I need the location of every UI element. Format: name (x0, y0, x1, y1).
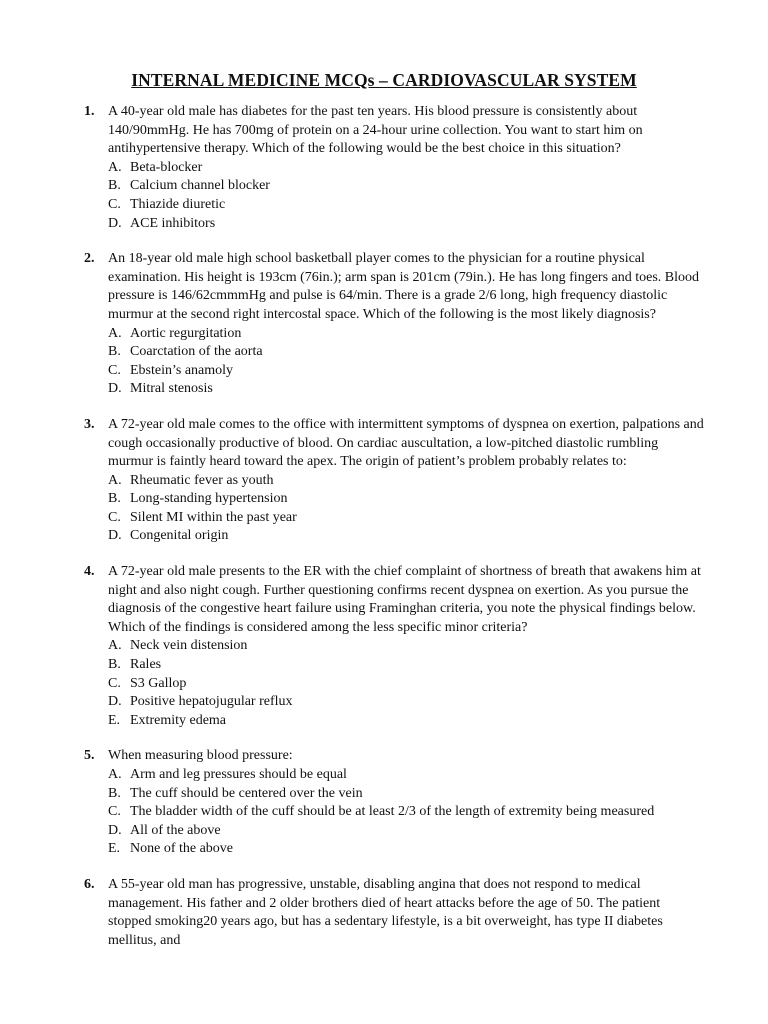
option-text: The bladder width of the cuff should be at least 2/3 of the length of extremity being measured (130, 804, 655, 820)
question-6 (84, 876, 704, 950)
question-stem: A 55-year old man has progressive, unstable, disabling angina that does not respond to medical management. His father and 2 older brothers died of heart attacks before the age of 50. The patient stopped smoking20 years ago, but has a sedentary lifestyle, is a bit overweight, has type II diabetes mellitus, and (108, 876, 663, 948)
option-letter: D. (108, 694, 122, 710)
option-text: Thiazide diuretic (130, 196, 226, 212)
question-stem: A 72-year old male presents to the ER with the chief complaint of shortness of breath that awakens him at night and also night cough. Further questioning confirms recent dyspnea on exertion. As you pursue the diagnosis of the congestive heart failure using Framinghan criteria, you note the physical findings below. Which of the findings is considered among the less specific minor criteria? (108, 564, 701, 635)
option-text: All of the above (130, 822, 221, 838)
option-d (108, 380, 704, 399)
question-1 (84, 103, 704, 233)
question-2 (84, 250, 704, 399)
option-b (108, 343, 704, 362)
option-letter: D. (108, 381, 122, 397)
option-text: Beta-blocker (130, 159, 203, 175)
question-number: 4. (84, 564, 95, 580)
option-text: Positive hepatojugular reflux (130, 694, 293, 710)
option-a (108, 637, 704, 656)
option-letter: A. (108, 638, 122, 654)
option-letter: B. (108, 491, 121, 507)
question-stem: A 40-year old male has diabetes for the past ten years. His blood pressure is consistently about 140/90mmHg. He has 700mg of protein on a 24-hour urine collection. You want to start him on antihypertensive therapy. Which of the following would be the best choice in this situation? (108, 104, 643, 157)
question-5 (84, 747, 704, 859)
option-a (108, 472, 704, 491)
option-text: Rheumatic fever as youth (130, 472, 274, 488)
option-text: Neck vein distension (130, 638, 248, 654)
option-letter: B. (108, 657, 121, 673)
document-title: INTERNAL MEDICINE MCQs – CARDIOVASCULAR SYSTEM (131, 70, 637, 90)
option-a (108, 159, 704, 178)
question-number: 1. (84, 104, 95, 119)
option-text: ACE inhibitors (130, 215, 216, 231)
option-e (108, 712, 704, 731)
option-letter: C. (108, 675, 121, 691)
option-text: The cuff should be centered over the vein (130, 785, 363, 801)
question-number: 3. (84, 416, 95, 432)
option-text: Long-standing hypertension (130, 491, 288, 507)
option-text: Coarctation of the aorta (130, 344, 263, 360)
question-number: 6. (84, 876, 95, 892)
option-letter: B. (108, 178, 121, 194)
question-stem: When measuring blood pressure: (108, 748, 293, 764)
option-c (108, 196, 704, 215)
option-letter: B. (108, 785, 121, 801)
option-a (108, 766, 704, 785)
option-letter: D. (108, 822, 122, 838)
option-letter: E. (108, 712, 121, 728)
question-stem: An 18-year old male high school basketball player comes to the physician for a routine physical examination. His height is 193cm (76in.); arm span is 201cm (79in.). He has long fingers and toes. Blood pressure is 146/62cmmmHg and pulse is 64/min. There is a grade 2/6 long, high frequency diastolic murmur at the second right intercostal space. Which of the following is the most likely diagnosis? (108, 251, 700, 322)
option-letter: E. (108, 841, 121, 857)
option-b (108, 785, 704, 804)
option-list (108, 637, 704, 730)
option-letter: C. (108, 509, 121, 525)
option-letter: B. (108, 344, 121, 360)
option-letter: D. (108, 215, 122, 231)
option-text: Congenital origin (130, 528, 229, 544)
option-d (108, 822, 704, 841)
option-letter: D. (108, 528, 122, 544)
option-list (108, 472, 704, 546)
option-list (108, 766, 704, 859)
question-number: 2. (84, 251, 95, 267)
option-text: S3 Gallop (130, 675, 187, 691)
option-text: None of the above (130, 841, 234, 857)
option-a (108, 325, 704, 344)
option-c (108, 803, 704, 822)
option-text: Arm and leg pressures should be equal (130, 767, 347, 782)
question-3 (84, 416, 704, 546)
option-list (108, 325, 704, 399)
option-c (108, 362, 704, 381)
option-letter: A. (108, 767, 122, 782)
option-d (108, 693, 704, 712)
option-text: Extremity edema (130, 712, 227, 728)
option-c (108, 675, 704, 694)
option-list (108, 159, 704, 233)
option-d (108, 215, 704, 234)
question-number: 5. (84, 748, 95, 764)
option-b (108, 177, 704, 196)
option-text: Mitral stenosis (130, 381, 213, 397)
option-text: Rales (130, 657, 162, 673)
option-letter: A. (108, 472, 122, 488)
option-letter: A. (108, 159, 122, 175)
question-4 (84, 563, 704, 730)
question-stem: A 72-year old male comes to the office with intermittent symptoms of dyspnea on exertion, palpations and cough occasionally productive of blood. On cardiac auscultation, a low-pitched diastolic rumbling murmur is faintly heard toward the apex. The origin of patient’s problem probably relates to: (108, 416, 704, 470)
option-letter: A. (108, 325, 122, 341)
option-d (108, 527, 704, 546)
option-b (108, 656, 704, 675)
option-letter: C. (108, 804, 121, 820)
option-b (108, 490, 704, 509)
option-text: Silent MI within the past year (130, 509, 297, 525)
option-letter: C. (108, 362, 121, 378)
option-text: Calcium channel blocker (130, 178, 270, 194)
option-letter: C. (108, 196, 121, 212)
option-text: Aortic regurgitation (130, 325, 242, 341)
option-text: Ebstein’s anamoly (130, 362, 234, 378)
question-list (84, 103, 704, 967)
option-c (108, 509, 704, 528)
option-e (108, 840, 704, 859)
